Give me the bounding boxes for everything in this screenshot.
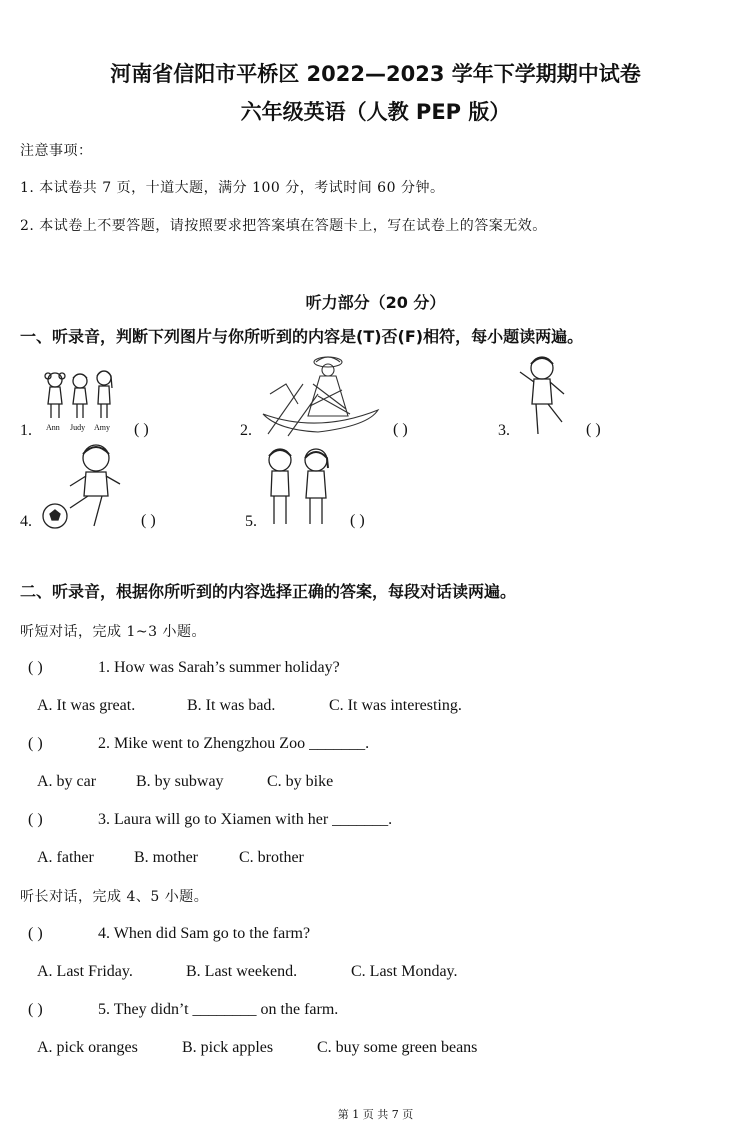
woman-in-boat-picture bbox=[258, 354, 383, 439]
q1-option-b: B. It was bad. bbox=[187, 697, 276, 714]
q5-option-c: C. buy some green beans bbox=[317, 1039, 478, 1056]
part2-title: 二、听录音，根据你所听到的内容选择正确的答案，每段对话读两遍。 bbox=[20, 582, 517, 601]
exam-subtitle: 六年级英语（人教 PEP 版） bbox=[240, 100, 511, 124]
q2-option-c: C. by bike bbox=[267, 773, 334, 790]
girl-label-judy: Judy bbox=[70, 423, 86, 432]
item-2-answer-blank: ( ) bbox=[393, 421, 408, 438]
q5-option-a: A. pick oranges bbox=[37, 1039, 138, 1056]
q1-text: 1. How was Sarah’s summer holiday? bbox=[98, 659, 340, 676]
boy-and-girl-picture bbox=[262, 444, 338, 530]
q3-answer-blank: ( ) bbox=[28, 811, 43, 828]
girl-label-amy: Amy bbox=[94, 423, 110, 432]
item-1-number: 1. bbox=[20, 422, 32, 439]
item-1-answer-blank: ( ) bbox=[134, 421, 149, 438]
part1-title: 一、听录音，判断下列图片与你所听到的内容是(T)否(F)相符，每小题读两遍。 bbox=[20, 327, 584, 346]
q2-answer-blank: ( ) bbox=[28, 735, 43, 752]
item-5-answer-blank: ( ) bbox=[350, 512, 365, 529]
item-3-number: 3. bbox=[498, 422, 510, 439]
q3-option-b: B. mother bbox=[134, 849, 198, 866]
item-2-number: 2. bbox=[240, 422, 252, 439]
q1-option-c: C. It was interesting. bbox=[329, 697, 462, 714]
q2-text: 2. Mike went to Zhengzhou Zoo _______. bbox=[98, 735, 370, 752]
girl-label-ann: Ann bbox=[46, 423, 60, 432]
q4-answer-blank: ( ) bbox=[28, 925, 43, 942]
q4-option-a: A. Last Friday. bbox=[37, 963, 133, 980]
long-dialogue-intro: 听长对话，完成 4、5 小题。 bbox=[20, 889, 209, 905]
q4-text: 4. When did Sam go to the farm? bbox=[98, 925, 311, 942]
q3-option-a: A. father bbox=[37, 849, 94, 866]
short-dialogue-intro: 听短对话，完成 1~3 小题。 bbox=[20, 624, 206, 640]
note-item-1: 1. 本试卷共 7 页，十道大题，满分 100 分，考试时间 60 分钟。 bbox=[20, 180, 445, 196]
listening-heading: 听力部分（20 分） bbox=[305, 293, 446, 312]
q4-option-b: B. Last weekend. bbox=[186, 963, 298, 980]
page-footer: 第 1 页 共 7 页 bbox=[337, 1108, 414, 1121]
q5-answer-blank: ( ) bbox=[28, 1001, 43, 1018]
q5-text: 5. They didn’t ________ on the farm. bbox=[98, 1001, 339, 1018]
q2-option-a: A. by car bbox=[37, 773, 97, 790]
item-3-answer-blank: ( ) bbox=[586, 421, 601, 438]
boy-running-picture bbox=[516, 352, 572, 440]
note-item-2: 2. 本试卷上不要答题，请按照要求把答案填在答题卡上，写在试卷上的答案无效。 bbox=[20, 218, 547, 234]
q3-text: 3. Laura will go to Xiamen with her _______. bbox=[98, 811, 393, 828]
item-5-number: 5. bbox=[245, 513, 257, 530]
q5-option-b: B. pick apples bbox=[182, 1039, 274, 1056]
q3-option-c: C. brother bbox=[239, 849, 304, 866]
q4-option-c: C. Last Monday. bbox=[351, 963, 458, 980]
q1-option-a: A. It was great. bbox=[37, 697, 136, 714]
q2-option-b: B. by subway bbox=[136, 773, 224, 790]
item-4-number: 4. bbox=[20, 513, 32, 530]
boy-kicking-football-picture bbox=[40, 440, 130, 532]
q1-answer-blank: ( ) bbox=[28, 659, 43, 676]
exam-title: 河南省信阳市平桥区 2022—2023 学年下学期期中试卷 bbox=[110, 62, 641, 86]
notes-heading: 注意事项： bbox=[20, 143, 93, 159]
item-4-answer-blank: ( ) bbox=[141, 512, 156, 529]
